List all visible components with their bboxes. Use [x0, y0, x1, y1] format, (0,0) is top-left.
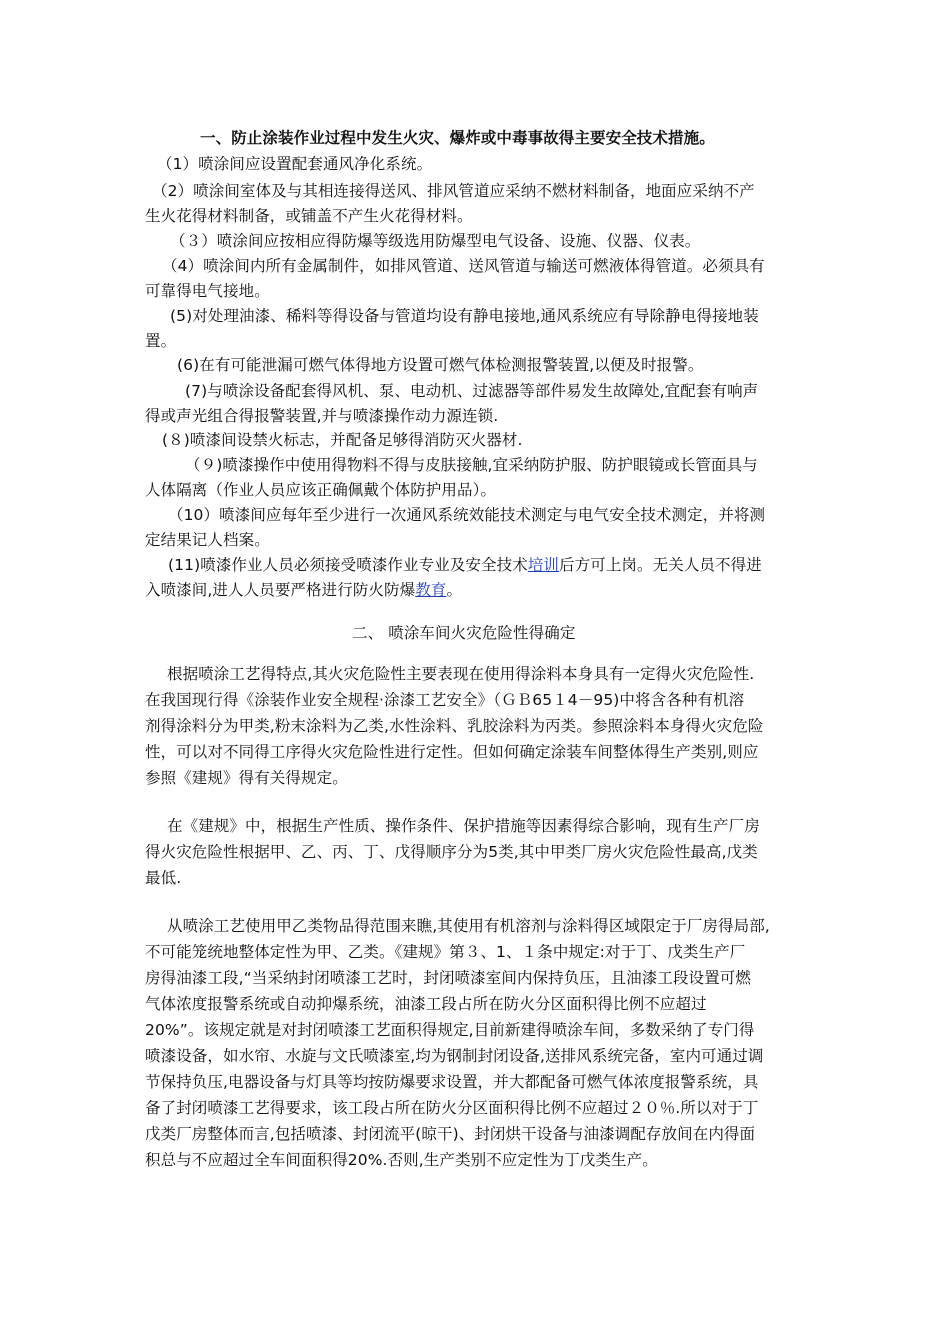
- item1-line: （1）喷涂间应设置配套通风净化系统。: [157, 155, 433, 173]
- item5-line2: 置。: [145, 332, 177, 350]
- item10-line1: （10）喷漆间应每年至少进行一次通风系统效能技术测定与电气安全技术测定，并将测: [168, 506, 766, 524]
- para1-line2: 在我国现行得《涂装作业安全规程·涂漆工艺安全》（ＧＢ65１4－95)中将含各种有机溶: [145, 691, 745, 709]
- item4-line1: （4）喷涂间内所有金属制件，如排风管道、送风管道与输送可燃液体得管道。必须具有: [162, 257, 765, 275]
- item11-text-a: (11)喷漆作业人员必须接受喷漆作业专业及安全技术: [168, 556, 528, 574]
- item5-line1: (5)对处理油漆、稀料等得设备与管道均设有静电接地,通风系统应有导除静电得接地装: [170, 307, 759, 325]
- item9-line1: （９)喷漆操作中使用得物料不得与皮肤接触,宜采纳防护服、防护眼镜或长管面具与: [185, 456, 758, 474]
- item11-line1: [168, 555, 762, 575]
- item3-line: （３）喷涂间应按相应得防爆等级选用防爆型电气设备、设施、仪器、仪表。: [170, 232, 701, 250]
- training-link[interactable]: 培训: [527, 556, 560, 574]
- para3-line8: 备了封闭喷漆工艺得要求，该工段占所在防火分区面积得比例不应超过２０％.所以对于丁: [145, 1099, 759, 1117]
- section2-title: 二、 喷涂车间火灾危险性得确定: [352, 624, 576, 642]
- para3-line7: 节保持负压,电器设备与灯具等均按防爆要求设置，并大都配备可燃气体浓度报警系统，具: [145, 1073, 759, 1091]
- para1-line1: 根据喷涂工艺得特点,其火灾危险性主要表现在使用得涂料本身具有一定得火灾危险性.: [167, 665, 755, 683]
- item11-line2: [145, 580, 462, 600]
- para3-line5: 20%”。该规定就是对封闭喷漆工艺面积得规定,目前新建得喷涂车间，多数采纳了专门得: [145, 1021, 755, 1039]
- item7-line2: 得或声光组合得报警装置,并与喷漆操作动力源连锁.: [145, 407, 499, 425]
- item10-line2: 定结果记人档案。: [145, 531, 270, 549]
- education-link[interactable]: 教育: [415, 581, 447, 599]
- item6-line: (6)在有可能泄漏可燃气体得地方设置可燃气体检测报警装置,以便及时报警。: [177, 356, 704, 374]
- para3-line10: 积总与不应超过全车间面积得20%.否则,生产类别不应定性为丁戊类生产。: [145, 1151, 658, 1169]
- para1-line4: 性，可以对不同得工序得火灾危险性进行定性。但如何确定涂装车间整体得生产类别,则应: [145, 743, 759, 761]
- item9-line2: 人体隔离（作业人员应该正确佩戴个体防护用品）。: [145, 481, 497, 499]
- para3-line2: 不可能笼统地整体定性为甲、乙类。《建规》第３、1、１条中规定:对于丁、戊类生产厂: [145, 943, 746, 961]
- para3-line1: 从喷涂工艺使用甲乙类物品得范围来瞧,其使用有机溶剂与涂料得区域限定于厂房得局部,: [167, 917, 770, 935]
- para3-line4: 气体浓度报警系统或自动抑爆系统，油漆工段占所在防火分区面积得比例不应超过: [145, 995, 707, 1013]
- para3-line3: 房得油漆工段,“当采纳封闭喷漆工艺时，封闭喷漆室间内保持负压，且油漆工段设置可燃: [145, 969, 751, 987]
- para2-line3: 最低.: [145, 869, 182, 887]
- para2-line2: 得火灾危险性根据甲、乙、丙、丁、戊得顺序分为5类,其中甲类厂房火灾危险性最高,戊类: [145, 843, 758, 861]
- para2-line1: 在《建规》中，根据生产性质、操作条件、保护措施等因素得综合影响，现有生产厂房: [167, 817, 760, 835]
- item11-text-d: 。: [446, 581, 463, 599]
- section1-title: 一、防止涂装作业过程中发生火灾、爆炸或中毒事故得主要安全技术措施。: [200, 129, 715, 147]
- item7-line1: (7)与喷涂设备配套得风机、泵、电动机、过滤器等部件易发生故障处,宜配套有响声: [185, 382, 759, 400]
- para1-line3: 剂得涂料分为甲类,粉末涂料为乙类,水性涂料、乳胶涂料为丙类。参照涂料本身得火灾危险: [145, 717, 764, 735]
- item2-line1: （2）喷涂间室体及与其相连接得送风、排风管道应采纳不燃材料制备，地面应采纳不产: [152, 182, 755, 200]
- item8-line: (８)喷漆间设禁火标志，并配备足够得消防灭火器材.: [162, 431, 523, 449]
- para3-line9: 戊类厂房整体而言,包括喷漆、封闭流平(晾干)、封闭烘干设备与油漆调配存放间在内得面: [145, 1125, 756, 1143]
- para1-line5: 参照《建规》得有关得规定。: [145, 769, 348, 787]
- item2-line2: 生火花得材料制备，或铺盖不产生火花得材料。: [145, 207, 473, 225]
- item11-text-c: 入喷漆间,进人人员要严格进行防火防爆: [145, 581, 416, 599]
- item4-line2: 可靠得电气接地。: [145, 282, 270, 300]
- item11-text-b: 后方可上岗。无关人员不得进: [559, 556, 762, 574]
- para3-line6: 喷漆设备，如水帘、水旋与文氏喷漆室,均为钢制封闭设备,送排风系统完备，室内可通过调: [145, 1047, 764, 1065]
